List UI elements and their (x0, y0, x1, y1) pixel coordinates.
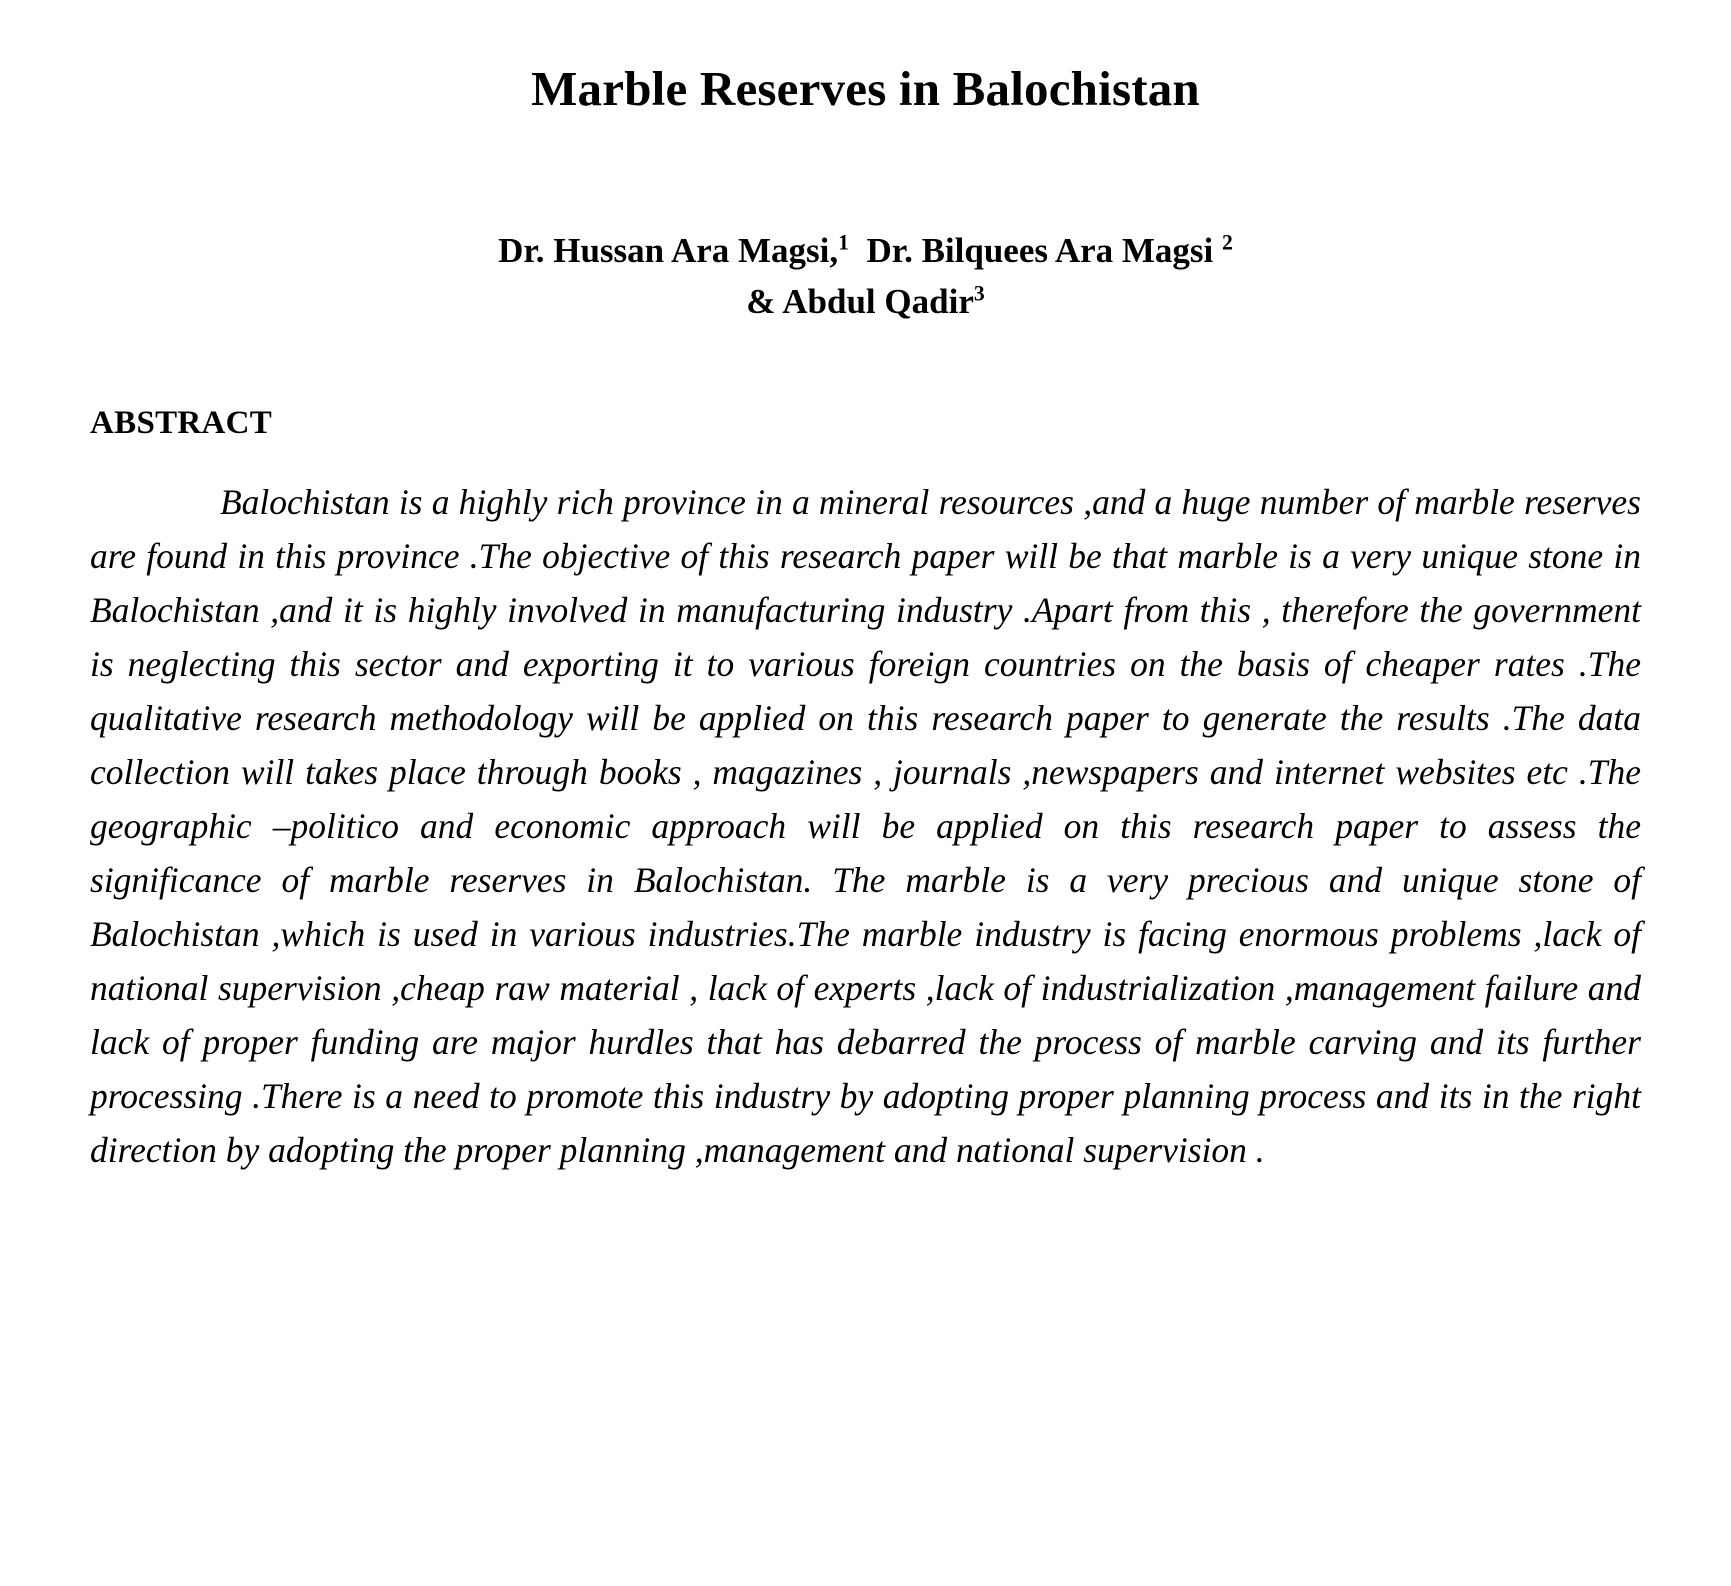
author-name-secondary: Dr. Bilquees Ara Magsi (848, 230, 1223, 270)
author-line-2 (90, 277, 1641, 328)
author-block (90, 226, 1641, 328)
affiliation-marker-3: 3 (973, 280, 985, 305)
page-title: Marble Reserves in Balochistan (531, 61, 1200, 116)
affiliation-marker-2: 2 (1222, 230, 1233, 255)
author-name-primary: Dr. Hussan Ara Magsi, (498, 230, 839, 270)
abstract-text: Balochistan is a highly rich province in a mineral resources ,and a huge number of marble reserves are found in this province .The objective of this research paper will be that marble is a very unique stone in Balochistan ,and it is highly involved in manufacturing industry .Apart from this , therefore the government is neglecting this sector and exporting it to various foreign countries on the basis of cheaper rates .The qualitative research methodology will be applied on this research paper to generate the results .The data collection will takes place through books , magazines , journals ,newspapers and internet websites etc .The geographic –politico and economic approach will be applied on this research paper to assess the significance of marble reserves in Balochistan. The marble is a very precious and unique stone of Balochistan ,which is used in various industries.The marble industry is facing enormous problems ,lack of national supervision ,cheap raw material , lack of experts ,lack of industrialization ,management failure and lack of proper funding are major hurdles that has debarred the process of marble carving and its further processing .There is a need to promote this industry by adopting proper planning process and its in the right direction by adopting the proper planning ,management and national supervision . (90, 482, 1641, 1170)
author-line-1 (90, 226, 1641, 277)
abstract-heading: ABSTRACT (90, 405, 273, 442)
affiliation-marker-1: 1 (838, 230, 849, 255)
author-name-tertiary: & Abdul Qadir (746, 281, 974, 321)
